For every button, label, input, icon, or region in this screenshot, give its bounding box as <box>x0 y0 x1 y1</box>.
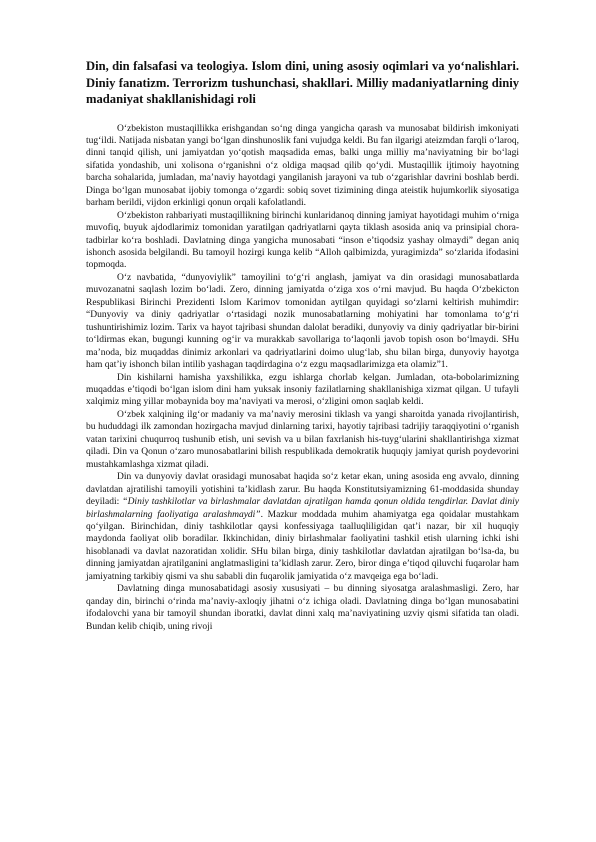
page-title: Din, din falsafasi va teologiya. Islom dini, uning asosiy oqimlari va yo‘nalishlari. Diniy fanatizm. Terrorizm tushunchasi, shakllari. Milliy madaniyatlarning diniy madaniyat shakllanishidagi roli <box>86 59 519 106</box>
paragraph: Din kishilarni hamisha yaxshilikka, ezgu ishlarga chorlab kelgan. Jumladan, ota-bobolarimizning muqaddas e’tiqodi bo‘lgan islom dini ham yuksak insoniy fazilatlarning shakllanishiga xizmat qilgan. U tufayli xalqimiz ming yillar mobaynida boy ma’naviyati va merosi, o‘zligini omon saqlab keldi. <box>86 372 519 408</box>
paragraph-article-61 <box>86 471 519 583</box>
paragraph: O‘zbekiston mustaqillikka erishgandan so‘ng dinga yangicha qarash va munosabat bildirish imkoniyati tug‘ildi. Natijada nisbatan yangi bo‘lgan dinshunoslik fani vujudga keldi. Bu fan ilgarigi ateizmdan farqli o‘laroq, dinni tanqid qilish, uni jamiyatdan yo‘qotish maqsadida emas, balki unga milliy ma’naviyatning bir bo‘lagi sifatida yondashib, uni xolisona o‘rganishni o‘z oldiga maqsad qilib qo‘ydi. Mustaqillik ijtimoiy hayotning barcha sohalarida, jumladan, ma’naviy hayotdagi yangilanish jarayoni va tub o‘zgarishlar davrini boshlab berdi. Dinga bo‘lgan munosabat ijobiy tomonga o‘zgardi: sobiq sovet tizimining dinga ateistik hujumkorlik siyosatiga barham berildi, vijdon erkinligi qonun orqali kafolatlandi. <box>86 123 519 209</box>
paragraph: Davlatning dinga munosabatidagi asosiy xususiyati – bu dinning siyosatga aralashmasligi. Zero, har qanday din, birinchi o‘rinda ma’naviy-axloqiy jihatni o‘z ichiga oladi. Davlatning dinga bo‘lgan munosabatini ifodalovchi yana bir tamoyil shundan iboratki, davlat dinni xalq ma’naviyatining uzviy qismi sifatida tan oladi. Bundan kelib chiqib, uning rivoji <box>86 584 519 632</box>
paragraph-continuation: . Mazkur moddada muhim ahamiyatga ega qoidalar mustahkam qo‘yilgan. Birinchidan, diniy tashkilotlar qaysi konfessiyaga taalluqliligidan qat’i nazar, bir xil huquqiy maydonda faoliyat olib boradilar. Ikkinchidan, diniy birlashmalar faoliyatini tashkil etish ularning ichki ishi hisoblanadi va davlat nazoratidan xolidir. SHu bilan birga, diniy tashkilotlar davlatdan ajratilgan bo‘lsa-da, bu dinning jamiyatdan ajratilganini anglatmasligini ta’kidlash zarur. Zero, biror dinga e’tiqod qiluvchi fuqarolar ham jamiyatning tarkibiy qismi va shu sababli din fuqarolik jamiyatida o‘z mavqeiga ega bo‘ladi. <box>86 509 519 582</box>
paragraph: O‘zbekiston rahbariyati mustaqillikning birinchi kunlaridanoq dinning jamiyat hayotidagi muhim o‘rniga muvofiq, buyuk ajdodlarimiz tomonidan yaratilgan qadriyatlarni qayta tiklash asosida aniq va prinsipial chora-tadbirlar ko‘ra boshladi. Davlatning dinga yangicha munosabati “inson e’tiqodsiz yashay olmaydi” degan aniq ishonch asosida belgilandi. Bu tamoyil hozirgi kunga kelib “Alloh qalbimizda, yuragimizda” so‘zlarida ifodasini topmoqda. <box>86 210 519 271</box>
paragraph: O‘z navbatida, “dunyoviylik” tamoyilini to‘g‘ri anglash, jamiyat va din orasidagi munosabatlarda muvozanatni saqlash lozim bo‘ladi. Zero, dinning jamiyatda o‘ziga xos o‘rni mavjud. Bu haqda O‘zbekicton Respublikasi Birinchi Prezidenti Islom Karimov tomonidan aytilgan quyidagi so‘zlarni keltirish muhimdir: “Dunyoviy va diniy qadriyatlar o‘rtasidagi nozik munosabatlarning mohiyatini har tomonlama to‘g‘ri tushuntirishimiz lozim. Tarix va hayot tajribasi shundan dalolat beradiki, dunyoviy va diniy qadriyatlar bir-birini to‘ldirmas ekan, bugungi kunning og‘ir va murakkab savollariga to‘laqonli javob topish oson bo‘lmaydi. SHu ma’noda, biz muqaddas dinimiz arkonlari va qadriyatlarini doimo ulug‘lab, shu bilan birga, dunyoviy hayotga ham qat’iy ishonch bilan intilib yashagan taqdirdagina o‘z ezgu maqsadlarimizga eta olamiz”1. <box>86 272 519 371</box>
constitution-quote: “Diniy tashkilotlar va birlashmalar davlatdan ajratilgan hamda qonun oldida tengdirlar. Davlat diniy birlashmalarning faoliyatiga aralashmaydi” <box>86 497 519 520</box>
paragraph-intro: Din va dunyoviy davlat orasidagi munosabat haqida so‘z ketar ekan, uning asosida eng avvalo, dinning davlatdan ajratilishi tamoyili yotishini ta’kidlash zarur. Bu haqda Konstitutsiyamizning 61-moddasida shunday deyiladi: <box>86 472 519 508</box>
paragraph: O‘zbek xalqining ilg‘or madaniy va ma’naviy merosini tiklash va yangi sharoitda yanada rivojlantirish, bu hududdagi ilk zamondan hozirgacha mavjud dinlarning tarixi, hayotiy tajribasi tadrijiy taraqqiyotini o‘rganish vatan tarixini chuqurroq tushunib etish, uni sevish va u bilan faxrlanish his-tuyg‘ularini shakllantirishga xizmat qiladi. Din va Qonun o‘zaro munosabatlarini bilish respublikada demokratik huquqiy jamiyat qurish poydevorini mustahkamlashga xizmat qiladi. <box>86 409 519 470</box>
